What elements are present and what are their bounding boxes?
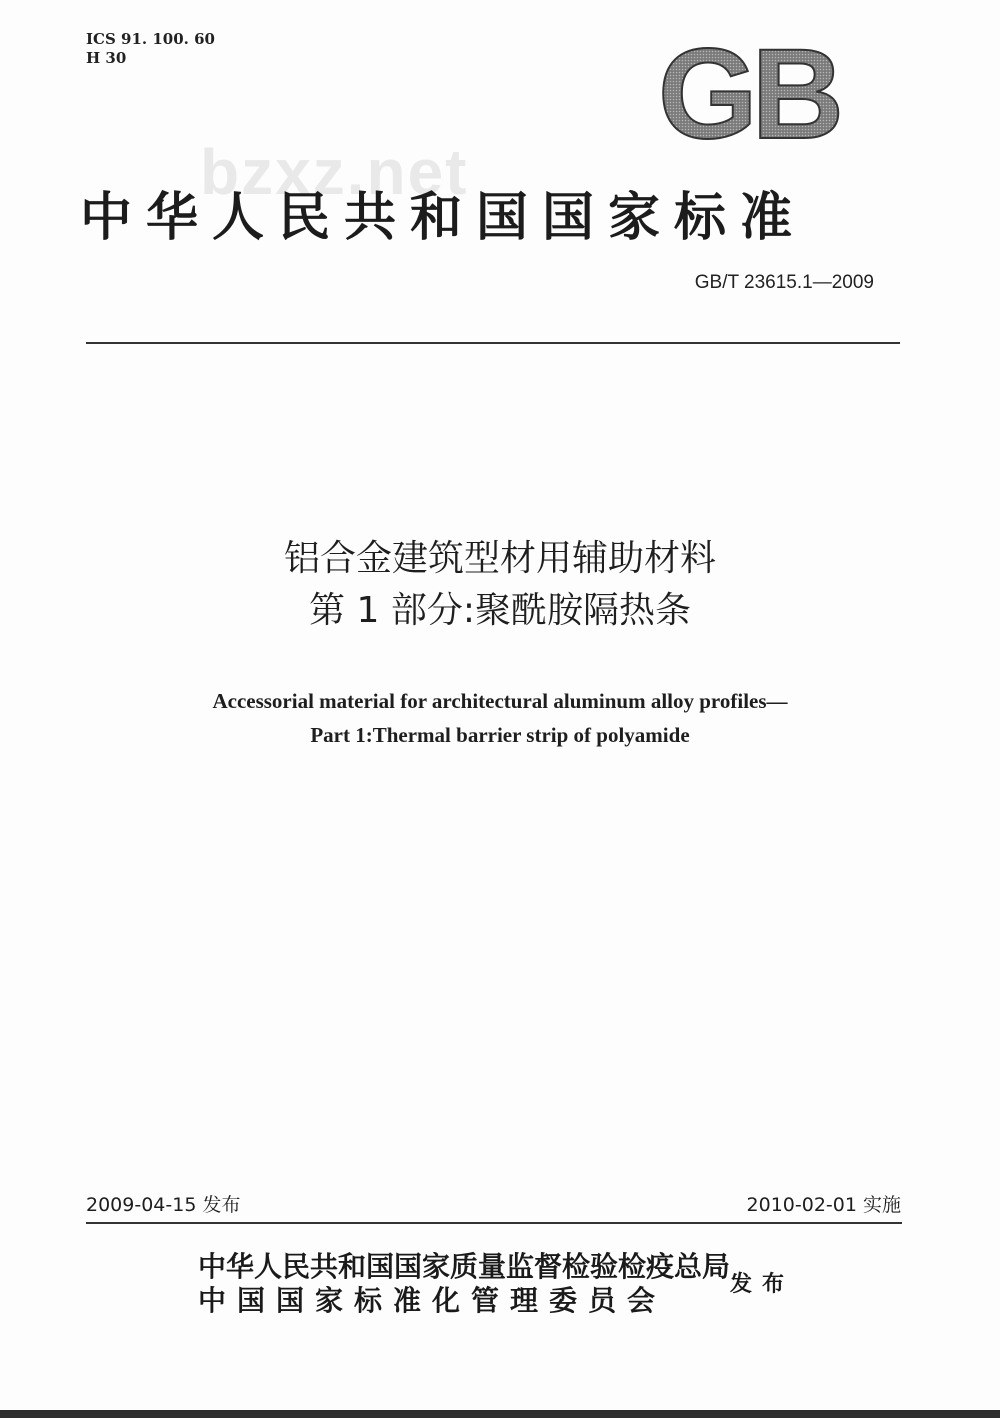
gb-logo-text: GB: [658, 38, 838, 148]
english-title-line-2: Part 1:Thermal barrier strip of polyamide: [310, 723, 690, 747]
footer-divider: [86, 1222, 902, 1224]
ics-code: ICS 91. 100. 60: [86, 30, 215, 48]
issuer-sac: 中国国家标准化管理委员会: [198, 1284, 667, 1317]
gb-logo: [648, 38, 848, 148]
english-title-line-1: Accessorial material for architectural aluminum alloy profiles—: [212, 689, 788, 713]
issue-date: 2009-04-15 发布: [86, 1194, 241, 1216]
chinese-title: [0, 533, 1000, 637]
implementation-date: 2010-02-01 实施: [746, 1194, 901, 1216]
standard-category-title: 中华人民共和国国家标准: [80, 187, 807, 248]
publish-label: 发布: [730, 1271, 795, 1297]
issuing-authorities: [198, 1250, 730, 1318]
chinese-title-line-1: 铝合金建筑型材用辅助材料: [283, 538, 716, 579]
issuer-aqsiq: 中华人民共和国国家质量监督检验检疫总局: [198, 1250, 731, 1283]
english-title: [0, 684, 1000, 752]
chinese-title-line-2: 第 1 部分:聚酰胺隔热条: [309, 590, 691, 631]
standard-number: GB/T 23615.1—2009: [694, 272, 874, 293]
page-bottom-edge: [0, 1410, 1000, 1418]
watermark: bzxz.net: [200, 136, 469, 208]
ccs-code: H 30: [86, 49, 127, 67]
header-divider: [86, 342, 900, 344]
classification-codes: [86, 30, 215, 68]
